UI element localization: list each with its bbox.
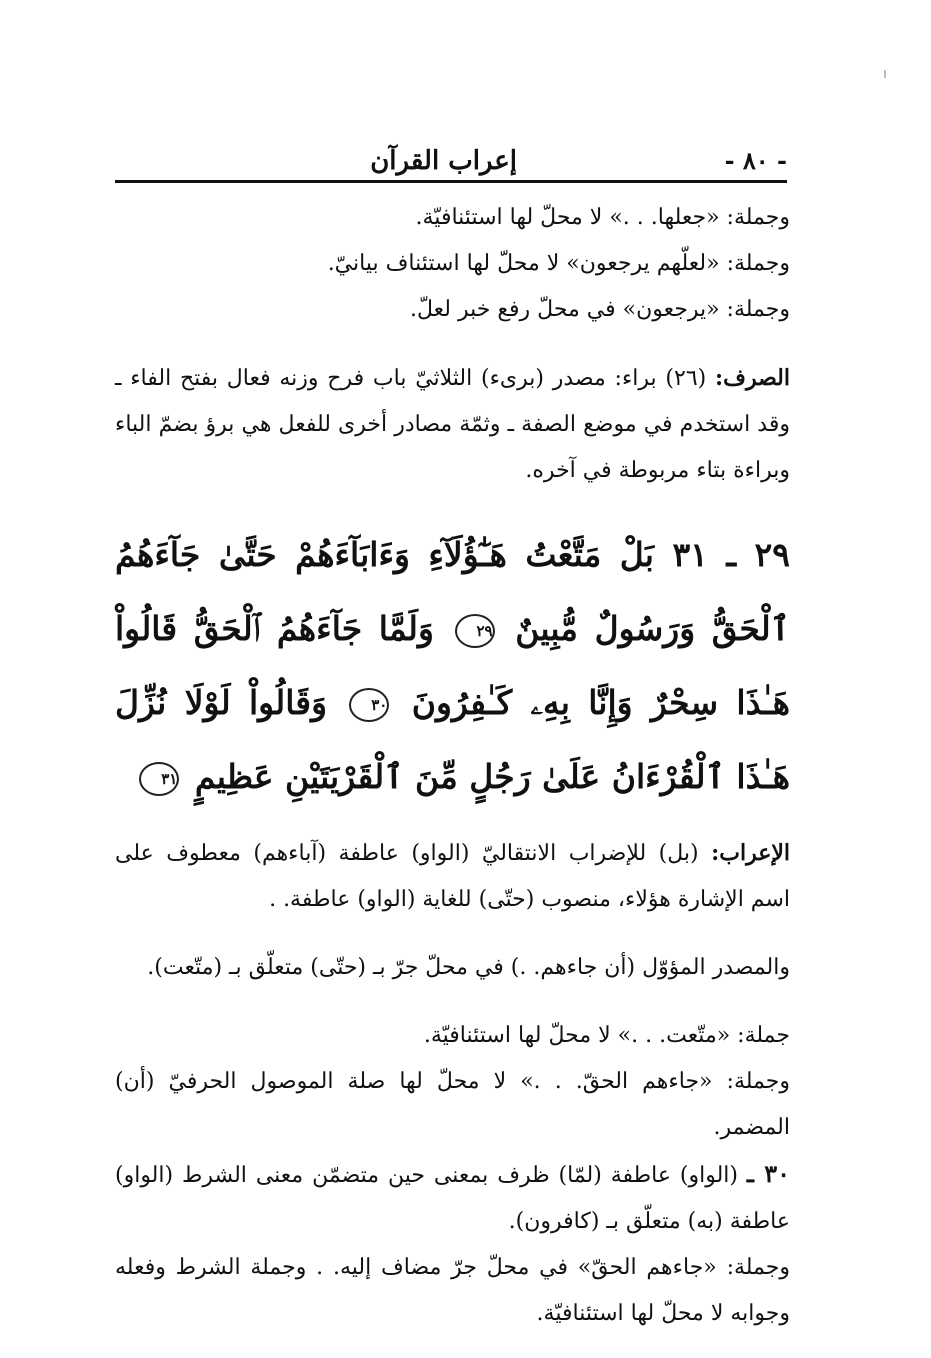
morphology-paragraph (115, 355, 790, 494)
running-title: إعراب القرآن (370, 146, 517, 176)
verse-text-31: وَقَالُواْ لَوْلَا نُزِّلَ هَـٰذَا ٱلْقُرْءَانُ عَلَىٰ رَجُلٍ مِّنَ ٱلْقَرْيَتَيْنِ عَظِيمٍ (115, 683, 790, 796)
quran-verse-block (115, 518, 790, 814)
parsing-paragraph (115, 830, 790, 923)
sentence-note-2: وجملة: «لعلّهم يرجعون» لا محلّ لها استئناف بيانيّ. (327, 251, 790, 276)
sentence-note-6: وجملة: «جاءهم الحقّ» في محلّ جرّ مضاف إليه. . وجملة الشرط وفعله وجوابه لا محلّ لها استئنافيّة. (115, 1255, 790, 1326)
page-header (115, 140, 787, 180)
masdar-paragraph: والمصدر المؤوّل (أن جاءهم. .) في محلّ جرّ بـ (حتّى) متعلّق بـ (متّعت). (147, 955, 790, 980)
parsing-text: (بل) للإضراب الانتقاليّ (الواو) عاطفة (آباءهم) معطوف على اسم الإشارة هؤلاء، منصوب (حتّى) للغاية (الواو) عاطفة. . (115, 841, 790, 912)
ayah-marker-30: ٣٠ (349, 688, 389, 722)
verse-number: ٢٩ ـ ٣١ (672, 535, 790, 574)
verse-30-text: (الواو) عاطفة (لمّا) ظرف بمعنى حين متضمّن معنى الشرط (الواو) عاطفة (به) متعلّق بـ (كافرون). (115, 1163, 790, 1234)
morphology-label: الصرف: (715, 365, 790, 391)
page-number: - ٨٠ - (724, 146, 787, 175)
page-body (115, 195, 790, 1337)
verse-30-number: ٣٠ ـ (746, 1159, 791, 1188)
ayah-marker-31: ٣١ (139, 762, 179, 796)
sentence-note-1: وجملة: «جعلها. . .» لا محلّ لها استئنافيّة. (415, 205, 790, 230)
morphology-text: (٢٦) براء: مصدر (برىء) الثلاثيّ باب فرح وزنه فعال بفتح الفاء ـ وقد استخدم في موضع الصفة ـ وثمّة مصادر أخرى للفعل هي برؤ بضمّ الباء وبراءة بتاء مربوطة في آخره. (115, 366, 790, 483)
verse-30-paragraph (115, 1151, 790, 1245)
sentence-note-4: جملة: «متّعت. . .» لا محلّ لها استئنافيّة. (423, 1023, 790, 1048)
margin-mark (884, 70, 886, 78)
parsing-label: الإعراب: (711, 840, 790, 866)
verse-text-30: وَلَمَّا جَآءَهُمُ ٱلْحَقُّ قَالُواْ هَـٰذَا سِحْرٌ وَإِنَّا بِهِۦ كَـٰفِرُونَ (115, 609, 790, 722)
ayah-marker-29: ٢٩ (455, 614, 495, 648)
sentence-note-3: وجملة: «يرجعون» في محلّ رفع خبر لعلّ. (409, 297, 790, 322)
sentence-note-5: وجملة: «جاءهم الحقّ. . .» لا محلّ لها صلة الموصول الحرفيّ (أن) المضمر. (115, 1069, 790, 1140)
verse-text-29: بَلْ مَتَّعْتُ هَـٰٓؤُلَآءِ وَءَابَآءَهُمْ حَتَّىٰ جَآءَهُمُ ٱلْحَقُّ وَرَسُولٌ مُّبِينٌ (115, 535, 791, 648)
header-divider (115, 180, 787, 183)
